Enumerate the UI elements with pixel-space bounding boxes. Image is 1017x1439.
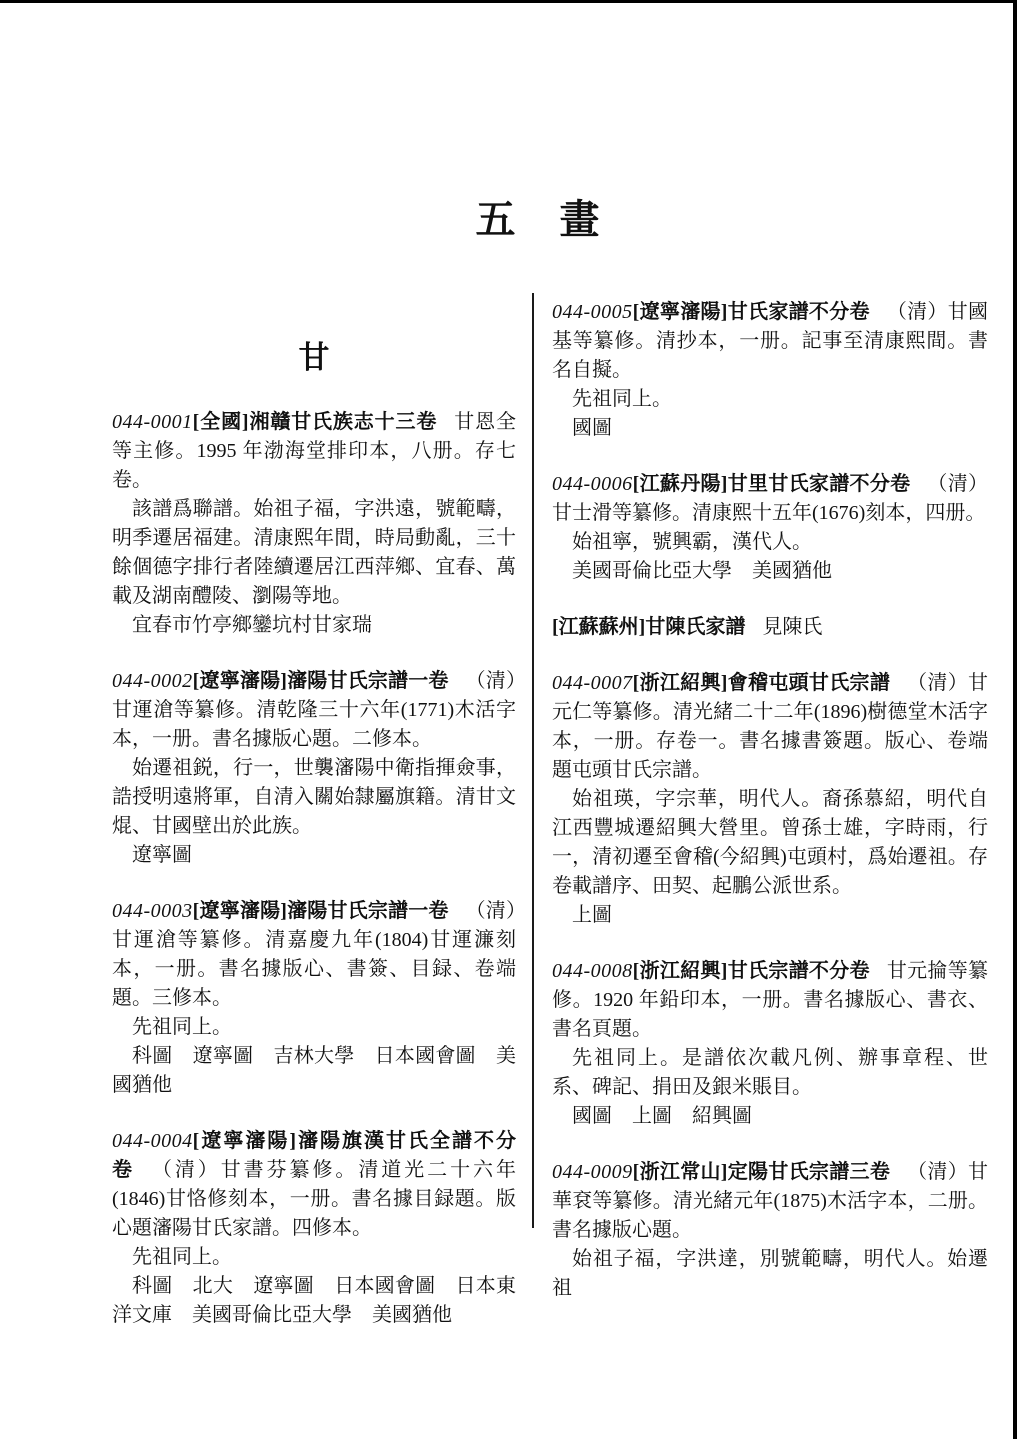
catalog-entry-044-0005 [552, 298, 988, 443]
entry-lead-line [552, 470, 988, 528]
entry-lead-text: 甘元掄等纂修。1920 年鉛印本，一册。書名據版心、書衣、書名頁題。 [552, 960, 989, 1040]
entry-note: 先祖同上。 [132, 1016, 232, 1038]
entry-lead-text: （清）甘士滑等纂修。清康熙十五年(1676)刻本，四册。 [552, 473, 988, 524]
entry-id: 044-0005 [552, 301, 633, 323]
entry-id: 044-0002 [112, 670, 193, 692]
section-header-gan: 甘 [298, 340, 330, 375]
entry-title: [遼寧瀋陽]瀋陽旗漢甘氏全譜不分卷 [112, 1130, 516, 1181]
entry-lead-line [552, 613, 988, 642]
entry-note: 始祖子福，字洪達，別號範疇，明代人。始遷祖 [552, 1248, 988, 1299]
entry-title: [江蘇丹陽]甘里甘氏家譜不分卷 [632, 473, 911, 495]
entry-note: 先祖同上。 [572, 388, 672, 410]
entry-note: 始祖寧，號興霸，漢代人。 [572, 531, 812, 553]
entry-note: 先祖同上。是譜依次載凡例、辦事章程、世系、碑記、捐田及銀米賬目。 [552, 1047, 988, 1098]
cross-reference-entry [552, 613, 988, 642]
entry-lead-line [112, 1127, 516, 1243]
page-title: 五 畫 [475, 197, 602, 242]
entry-lead-text: 甘恩全等主修。1995 年渤海堂排印本，八册。存七卷。 [112, 411, 516, 491]
scan-artifact-top-line [0, 0, 1017, 3]
entry-title: [全國]湘贛甘氏族志十三卷 [192, 411, 438, 433]
entry-id: 044-0003 [112, 900, 193, 922]
entry-lead-line [112, 897, 516, 1013]
catalog-entry-044-0004 [112, 1127, 516, 1330]
entry-id: 044-0007 [552, 672, 633, 694]
entry-note: 先祖同上。 [132, 1246, 232, 1268]
entry-lead-line [112, 408, 516, 495]
column-divider-line [532, 293, 534, 1228]
entry-lead-line [552, 1158, 988, 1245]
catalog-entry-044-0003 [112, 897, 516, 1100]
entry-holdings: 美國哥倫比亞大學 美國猶他 [572, 560, 832, 582]
entry-holdings: 上圖 [572, 904, 612, 926]
left-column [112, 408, 516, 1357]
entry-id: 044-0008 [552, 960, 633, 982]
entry-lead-text: （清）甘書芬纂修。清道光二十六年(1846)甘恪修刻本，一册。書名據目録題。版心題瀋陽甘氏家譜。四修本。 [112, 1159, 516, 1239]
entry-title: [浙江紹興]甘氏宗譜不分卷 [632, 960, 870, 982]
entry-id: 044-0009 [552, 1161, 633, 1183]
cross-reference-text: 見陳氏 [762, 616, 823, 638]
entry-id: 044-0006 [552, 473, 633, 495]
entry-lead-text: （清）甘運滄等纂修。清嘉慶九年(1804)甘運濂刻本，一册。書名據版心、書簽、目録、卷端題。三修本。 [112, 900, 516, 1009]
catalog-entry-044-0002 [112, 667, 516, 870]
entry-lead-text: （清）甘元仁等纂修。清光緒二十二年(1896)樹德堂木活字本，一册。存卷一。書名據書簽題。版心、卷端題屯頭甘氏宗譜。 [552, 672, 989, 781]
catalog-entry-044-0008 [552, 957, 988, 1131]
catalog-entry-044-0009 [552, 1158, 988, 1303]
entry-holdings: 宜春市竹亭鄉鑾坑村甘家瑞 [132, 614, 372, 636]
entry-lead-line [552, 669, 988, 785]
entry-title: [浙江常山]定陽甘氏宗譜三卷 [632, 1161, 891, 1183]
entry-title: [浙江紹興]會稽屯頭甘氏宗譜 [632, 672, 891, 694]
entry-id: 044-0001 [112, 411, 193, 433]
entry-note: 始遷祖鋭，行一，世襲瀋陽中衛指揮僉事，誥授明遠將軍，自清入關始隸屬旗籍。清甘文焜、甘國壁出於此族。 [112, 757, 516, 837]
catalog-entry-044-0001 [112, 408, 516, 640]
entry-holdings: 遼寧圖 [132, 844, 192, 866]
entry-title: [遼寧瀋陽]瀋陽甘氏宗譜一卷 [192, 670, 449, 692]
entry-id: 044-0004 [112, 1130, 193, 1152]
entry-note: 始祖瑛，字宗華，明代人。裔孫慕紹，明代自江西豐城遷紹興大營里。曾孫士雄，字時雨，行一，清初遷至會稽(今紹興)屯頭村，爲始遷祖。存卷載譜序、田契、起鵬公派世系。 [552, 788, 988, 897]
entry-holdings: 科圖 遼寧圖 吉林大學 日本國會圖 美國猶他 [112, 1045, 516, 1096]
entry-title: [遼寧瀋陽]瀋陽甘氏宗譜一卷 [192, 900, 449, 922]
entry-holdings: 科圖 北大 遼寧圖 日本國會圖 日本東洋文庫 美國哥倫比亞大學 美國猶他 [112, 1275, 516, 1326]
entry-lead-text: （清）甘華袞等纂修。清光緒元年(1875)木活字本，二册。書名據版心題。 [552, 1161, 989, 1241]
entry-note: 該譜爲聯譜。始祖子福，字洪遠，號範疇，明季遷居福建。清康熙年間，時局動亂，三十餘個德字排行者陸續遷居江西萍鄉、宜春、萬載及湖南醴陵、瀏陽等地。 [112, 498, 516, 607]
entry-lead-text: （清）甘運滄等纂修。清乾隆三十六年(1771)木活字本，一册。書名據版心題。二修本。 [112, 670, 516, 750]
entry-lead-text: （清）甘國基等纂修。清抄本，一册。記事至清康熙間。書名自擬。 [552, 301, 989, 381]
entry-holdings: 國圖 上圖 紹興圖 [572, 1105, 752, 1127]
entry-title: [遼寧瀋陽]甘氏家譜不分卷 [632, 301, 870, 323]
entry-title: [江蘇蘇州]甘陳氏家譜 [552, 616, 746, 638]
entry-holdings: 國圖 [572, 417, 612, 439]
entry-lead-line [112, 667, 516, 754]
catalog-entry-044-0007 [552, 669, 988, 930]
entry-lead-line [552, 957, 988, 1044]
catalog-entry-044-0006 [552, 470, 988, 586]
entry-lead-line [552, 298, 988, 385]
right-column [552, 298, 988, 1330]
